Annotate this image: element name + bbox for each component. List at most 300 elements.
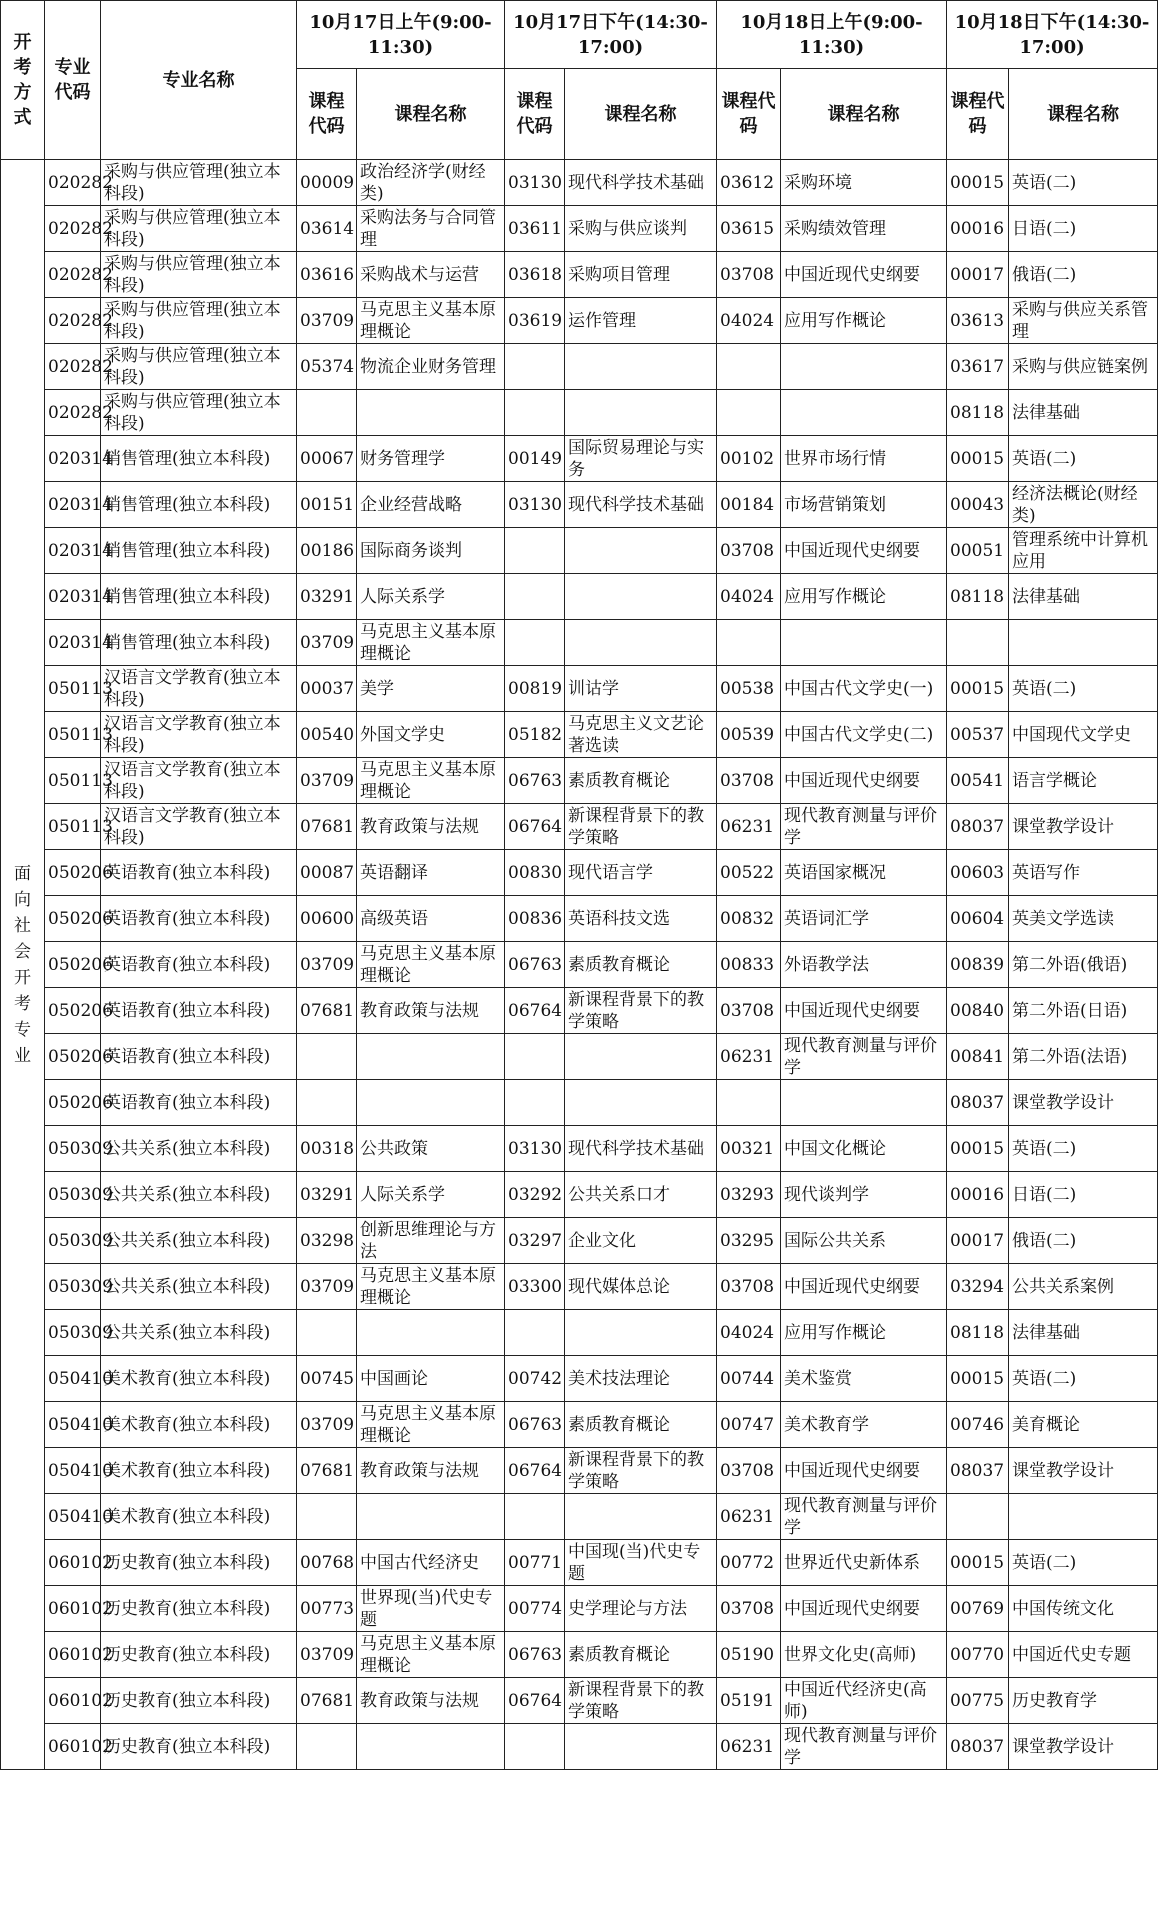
course-name-cell: 英语(二) bbox=[1009, 1356, 1158, 1402]
course-code-cell: 08037 bbox=[947, 804, 1009, 850]
course-name-cell: 中国古代文学史(二) bbox=[781, 712, 947, 758]
course-name-cell: 公共政策 bbox=[357, 1126, 505, 1172]
course-code-cell: 03709 bbox=[297, 298, 357, 344]
major-name-cell: 采购与供应管理(独立本科段) bbox=[101, 252, 297, 298]
major-name-cell: 美术教育(独立本科段) bbox=[101, 1356, 297, 1402]
course-name-cell: 马克思主义基本原理概论 bbox=[357, 1264, 505, 1310]
major-name-cell: 汉语言文学教育(独立本科段) bbox=[101, 804, 297, 850]
course-code-cell: 03616 bbox=[297, 252, 357, 298]
course-name-cell: 美育概论 bbox=[1009, 1402, 1158, 1448]
major-code-cell: 060102 bbox=[45, 1586, 101, 1632]
course-code-cell: 00017 bbox=[947, 1218, 1009, 1264]
major-name-cell: 公共关系(独立本科段) bbox=[101, 1264, 297, 1310]
table-row bbox=[1, 1172, 1158, 1218]
course-code-cell: 03613 bbox=[947, 298, 1009, 344]
course-code-cell: 00015 bbox=[947, 1540, 1009, 1586]
course-name-cell: 运作管理 bbox=[565, 298, 717, 344]
table-row bbox=[1, 988, 1158, 1034]
course-name-cell: 采购法务与合同管理 bbox=[357, 206, 505, 252]
course-name-cell: 马克思主义基本原理概论 bbox=[357, 620, 505, 666]
course-code-cell: 00746 bbox=[947, 1402, 1009, 1448]
course-name-cell: 现代语言学 bbox=[565, 850, 717, 896]
major-code-cell: 020314 bbox=[45, 574, 101, 620]
course-name-cell: 中国近现代史纲要 bbox=[781, 252, 947, 298]
course-name-cell bbox=[781, 620, 947, 666]
table-row bbox=[1, 344, 1158, 390]
course-code-cell: 06763 bbox=[505, 1402, 565, 1448]
major-name-cell: 历史教育(独立本科段) bbox=[101, 1540, 297, 1586]
course-name-cell: 中国文化概论 bbox=[781, 1126, 947, 1172]
course-name-cell: 人际关系学 bbox=[357, 1172, 505, 1218]
table-row bbox=[1, 1494, 1158, 1540]
course-code-cell: 00318 bbox=[297, 1126, 357, 1172]
major-name-cell: 英语教育(独立本科段) bbox=[101, 1080, 297, 1126]
course-name-cell: 美学 bbox=[357, 666, 505, 712]
course-code-cell: 03294 bbox=[947, 1264, 1009, 1310]
header-course-name: 课程名称 bbox=[357, 69, 505, 160]
course-code-cell: 00067 bbox=[297, 436, 357, 482]
major-code-cell: 020314 bbox=[45, 436, 101, 482]
course-name-cell: 法律基础 bbox=[1009, 574, 1158, 620]
course-code-cell: 03709 bbox=[297, 942, 357, 988]
table-body bbox=[1, 160, 1158, 1770]
course-name-cell bbox=[565, 344, 717, 390]
major-name-cell: 汉语言文学教育(独立本科段) bbox=[101, 712, 297, 758]
table-row bbox=[1, 620, 1158, 666]
course-code-cell: 00742 bbox=[505, 1356, 565, 1402]
course-name-cell: 日语(二) bbox=[1009, 1172, 1158, 1218]
course-code-cell bbox=[505, 344, 565, 390]
course-name-cell: 中国画论 bbox=[357, 1356, 505, 1402]
course-name-cell: 课堂教学设计 bbox=[1009, 1724, 1158, 1770]
table-row bbox=[1, 896, 1158, 942]
course-code-cell: 00037 bbox=[297, 666, 357, 712]
course-code-cell: 00017 bbox=[947, 252, 1009, 298]
course-code-cell: 03708 bbox=[717, 252, 781, 298]
course-name-cell: 高级英语 bbox=[357, 896, 505, 942]
table-row bbox=[1, 1724, 1158, 1770]
course-name-cell bbox=[565, 390, 717, 436]
course-code-cell: 00604 bbox=[947, 896, 1009, 942]
course-code-cell: 00833 bbox=[717, 942, 781, 988]
course-code-cell: 03709 bbox=[297, 1264, 357, 1310]
course-name-cell: 法律基础 bbox=[1009, 1310, 1158, 1356]
course-name-cell: 采购战术与运营 bbox=[357, 252, 505, 298]
course-name-cell: 采购与供应链案例 bbox=[1009, 344, 1158, 390]
course-code-cell: 00540 bbox=[297, 712, 357, 758]
course-code-cell bbox=[717, 1080, 781, 1126]
course-code-cell: 06763 bbox=[505, 758, 565, 804]
course-code-cell bbox=[947, 1494, 1009, 1540]
major-name-cell: 历史教育(独立本科段) bbox=[101, 1724, 297, 1770]
major-code-cell: 060102 bbox=[45, 1678, 101, 1724]
course-name-cell: 公共关系案例 bbox=[1009, 1264, 1158, 1310]
course-code-cell: 03709 bbox=[297, 1402, 357, 1448]
table-row bbox=[1, 574, 1158, 620]
course-code-cell: 07681 bbox=[297, 1448, 357, 1494]
major-code-cell: 050410 bbox=[45, 1494, 101, 1540]
major-code-cell: 020282 bbox=[45, 252, 101, 298]
course-name-cell: 新课程背景下的教学策略 bbox=[565, 1678, 717, 1724]
header-major-name: 专业名称 bbox=[101, 1, 297, 160]
major-code-cell: 050113 bbox=[45, 804, 101, 850]
course-name-cell: 美术技法理论 bbox=[565, 1356, 717, 1402]
table-row bbox=[1, 850, 1158, 896]
course-name-cell: 第二外语(日语) bbox=[1009, 988, 1158, 1034]
course-name-cell: 中国近现代史纲要 bbox=[781, 1448, 947, 1494]
major-name-cell: 公共关系(独立本科段) bbox=[101, 1172, 297, 1218]
course-name-cell bbox=[1009, 620, 1158, 666]
course-name-cell: 俄语(二) bbox=[1009, 1218, 1158, 1264]
major-code-cell: 060102 bbox=[45, 1632, 101, 1678]
course-name-cell: 新课程背景下的教学策略 bbox=[565, 1448, 717, 1494]
major-name-cell: 英语教育(独立本科段) bbox=[101, 1034, 297, 1080]
course-name-cell bbox=[565, 1034, 717, 1080]
table-row bbox=[1, 942, 1158, 988]
course-code-cell: 03709 bbox=[297, 620, 357, 666]
major-name-cell: 公共关系(独立本科段) bbox=[101, 1126, 297, 1172]
header-course-code: 课程代码 bbox=[505, 69, 565, 160]
course-name-cell: 英美文学选读 bbox=[1009, 896, 1158, 942]
course-name-cell: 英语翻译 bbox=[357, 850, 505, 896]
course-name-cell: 英语(二) bbox=[1009, 436, 1158, 482]
course-code-cell: 00149 bbox=[505, 436, 565, 482]
course-name-cell: 外语教学法 bbox=[781, 942, 947, 988]
course-code-cell: 06764 bbox=[505, 804, 565, 850]
course-code-cell: 03617 bbox=[947, 344, 1009, 390]
course-name-cell: 世界现(当)代史专题 bbox=[357, 1586, 505, 1632]
course-code-cell: 08118 bbox=[947, 390, 1009, 436]
course-code-cell: 08037 bbox=[947, 1448, 1009, 1494]
course-name-cell: 中国近代史专题 bbox=[1009, 1632, 1158, 1678]
course-code-cell: 00102 bbox=[717, 436, 781, 482]
course-code-cell: 03130 bbox=[505, 160, 565, 206]
course-name-cell: 世界文化史(高师) bbox=[781, 1632, 947, 1678]
table-row bbox=[1, 160, 1158, 206]
course-code-cell: 00009 bbox=[297, 160, 357, 206]
major-code-cell: 050206 bbox=[45, 1080, 101, 1126]
major-name-cell: 销售管理(独立本科段) bbox=[101, 620, 297, 666]
course-name-cell: 中国近现代史纲要 bbox=[781, 528, 947, 574]
course-name-cell bbox=[565, 1310, 717, 1356]
course-name-cell: 新课程背景下的教学策略 bbox=[565, 988, 717, 1034]
major-code-cell: 020314 bbox=[45, 620, 101, 666]
course-code-cell bbox=[717, 344, 781, 390]
course-code-cell: 06231 bbox=[717, 804, 781, 850]
course-name-cell: 英语(二) bbox=[1009, 1540, 1158, 1586]
course-code-cell: 00541 bbox=[947, 758, 1009, 804]
course-code-cell: 06763 bbox=[505, 1632, 565, 1678]
course-name-cell: 应用写作概论 bbox=[781, 298, 947, 344]
course-code-cell bbox=[505, 574, 565, 620]
course-name-cell: 经济法概论(财经类) bbox=[1009, 482, 1158, 528]
major-name-cell: 英语教育(独立本科段) bbox=[101, 942, 297, 988]
major-code-cell: 050309 bbox=[45, 1264, 101, 1310]
major-name-cell: 销售管理(独立本科段) bbox=[101, 482, 297, 528]
major-name-cell: 公共关系(独立本科段) bbox=[101, 1310, 297, 1356]
header-course-name: 课程名称 bbox=[1009, 69, 1158, 160]
major-code-cell: 020282 bbox=[45, 390, 101, 436]
course-name-cell: 素质教育概论 bbox=[565, 1402, 717, 1448]
major-code-cell: 050113 bbox=[45, 758, 101, 804]
course-name-cell: 史学理论与方法 bbox=[565, 1586, 717, 1632]
course-name-cell: 中国近现代史纲要 bbox=[781, 988, 947, 1034]
course-name-cell: 英语国家概况 bbox=[781, 850, 947, 896]
course-code-cell: 03708 bbox=[717, 758, 781, 804]
course-name-cell: 美术教育学 bbox=[781, 1402, 947, 1448]
major-name-cell: 采购与供应管理(独立本科段) bbox=[101, 160, 297, 206]
course-name-cell bbox=[357, 1494, 505, 1540]
table-row bbox=[1, 482, 1158, 528]
table-row bbox=[1, 1632, 1158, 1678]
course-code-cell: 03619 bbox=[505, 298, 565, 344]
major-name-cell: 美术教育(独立本科段) bbox=[101, 1448, 297, 1494]
course-name-cell: 中国现(当)代史专题 bbox=[565, 1540, 717, 1586]
course-code-cell: 08037 bbox=[947, 1080, 1009, 1126]
course-code-cell: 03130 bbox=[505, 482, 565, 528]
course-name-cell: 英语(二) bbox=[1009, 160, 1158, 206]
course-code-cell: 00603 bbox=[947, 850, 1009, 896]
header-session-1: 10月17日上午(9:00-11:30) bbox=[297, 1, 505, 69]
course-code-cell: 03612 bbox=[717, 160, 781, 206]
course-code-cell: 03614 bbox=[297, 206, 357, 252]
major-code-cell: 050309 bbox=[45, 1172, 101, 1218]
course-code-cell: 03291 bbox=[297, 574, 357, 620]
major-code-cell: 050309 bbox=[45, 1218, 101, 1264]
course-code-cell: 00772 bbox=[717, 1540, 781, 1586]
course-name-cell: 世界市场行情 bbox=[781, 436, 947, 482]
course-name-cell bbox=[565, 1080, 717, 1126]
major-code-cell: 020282 bbox=[45, 206, 101, 252]
course-name-cell: 财务管理学 bbox=[357, 436, 505, 482]
course-name-cell bbox=[357, 1310, 505, 1356]
course-name-cell: 采购与供应谈判 bbox=[565, 206, 717, 252]
major-code-cell: 050113 bbox=[45, 712, 101, 758]
course-code-cell: 00537 bbox=[947, 712, 1009, 758]
course-name-cell bbox=[1009, 1494, 1158, 1540]
course-code-cell: 08037 bbox=[947, 1724, 1009, 1770]
major-name-cell: 历史教育(独立本科段) bbox=[101, 1632, 297, 1678]
table-row bbox=[1, 666, 1158, 712]
table-row bbox=[1, 712, 1158, 758]
course-name-cell: 俄语(二) bbox=[1009, 252, 1158, 298]
course-name-cell: 马克思主义文艺论著选读 bbox=[565, 712, 717, 758]
course-code-cell: 05182 bbox=[505, 712, 565, 758]
course-name-cell: 教育政策与法规 bbox=[357, 1678, 505, 1724]
course-code-cell bbox=[505, 1724, 565, 1770]
course-name-cell: 中国近现代史纲要 bbox=[781, 1586, 947, 1632]
table-row bbox=[1, 252, 1158, 298]
course-name-cell bbox=[565, 574, 717, 620]
course-name-cell: 中国近代经济史(高师) bbox=[781, 1678, 947, 1724]
course-code-cell: 00321 bbox=[717, 1126, 781, 1172]
header-course-name: 课程名称 bbox=[565, 69, 717, 160]
major-code-cell: 050206 bbox=[45, 896, 101, 942]
major-name-cell: 美术教育(独立本科段) bbox=[101, 1402, 297, 1448]
course-code-cell: 03709 bbox=[297, 1632, 357, 1678]
course-name-cell bbox=[781, 390, 947, 436]
course-name-cell: 现代科学技术基础 bbox=[565, 1126, 717, 1172]
course-code-cell: 04024 bbox=[717, 574, 781, 620]
course-code-cell: 06763 bbox=[505, 942, 565, 988]
course-code-cell: 03293 bbox=[717, 1172, 781, 1218]
header-course-code: 课程代码 bbox=[717, 69, 781, 160]
table-header bbox=[1, 1, 1158, 160]
course-name-cell: 马克思主义基本原理概论 bbox=[357, 1632, 505, 1678]
course-name-cell bbox=[781, 344, 947, 390]
course-name-cell: 市场营销策划 bbox=[781, 482, 947, 528]
course-name-cell: 中国现代文学史 bbox=[1009, 712, 1158, 758]
table-row bbox=[1, 1126, 1158, 1172]
major-name-cell: 采购与供应管理(独立本科段) bbox=[101, 206, 297, 252]
course-code-cell: 05190 bbox=[717, 1632, 781, 1678]
course-name-cell bbox=[357, 1724, 505, 1770]
course-name-cell: 素质教育概论 bbox=[565, 942, 717, 988]
header-exam-mode: 开考方式 bbox=[1, 1, 45, 160]
course-name-cell: 英语(二) bbox=[1009, 666, 1158, 712]
course-code-cell: 06764 bbox=[505, 1448, 565, 1494]
course-name-cell: 采购环境 bbox=[781, 160, 947, 206]
course-code-cell: 00151 bbox=[297, 482, 357, 528]
course-code-cell: 07681 bbox=[297, 1678, 357, 1724]
major-code-cell: 050410 bbox=[45, 1402, 101, 1448]
course-code-cell: 07681 bbox=[297, 988, 357, 1034]
course-name-cell: 教育政策与法规 bbox=[357, 804, 505, 850]
course-code-cell: 08118 bbox=[947, 574, 1009, 620]
course-code-cell: 03618 bbox=[505, 252, 565, 298]
course-code-cell: 03291 bbox=[297, 1172, 357, 1218]
course-code-cell: 00768 bbox=[297, 1540, 357, 1586]
course-code-cell: 00773 bbox=[297, 1586, 357, 1632]
course-name-cell: 日语(二) bbox=[1009, 206, 1158, 252]
course-code-cell: 00184 bbox=[717, 482, 781, 528]
major-name-cell: 英语教育(独立本科段) bbox=[101, 850, 297, 896]
course-name-cell: 现代媒体总论 bbox=[565, 1264, 717, 1310]
course-name-cell bbox=[565, 1724, 717, 1770]
course-code-cell: 03295 bbox=[717, 1218, 781, 1264]
major-code-cell: 020282 bbox=[45, 160, 101, 206]
course-code-cell: 03615 bbox=[717, 206, 781, 252]
major-name-cell: 英语教育(独立本科段) bbox=[101, 988, 297, 1034]
table-row bbox=[1, 528, 1158, 574]
course-code-cell: 06231 bbox=[717, 1494, 781, 1540]
course-code-cell: 03611 bbox=[505, 206, 565, 252]
course-code-cell: 00015 bbox=[947, 1126, 1009, 1172]
course-name-cell: 英语(二) bbox=[1009, 1126, 1158, 1172]
course-name-cell: 现代谈判学 bbox=[781, 1172, 947, 1218]
course-code-cell: 00087 bbox=[297, 850, 357, 896]
course-name-cell: 政治经济学(财经类) bbox=[357, 160, 505, 206]
header-major-code: 专业代码 bbox=[45, 1, 101, 160]
course-name-cell: 现代教育测量与评价学 bbox=[781, 1724, 947, 1770]
course-code-cell: 00819 bbox=[505, 666, 565, 712]
major-code-cell: 050309 bbox=[45, 1310, 101, 1356]
course-name-cell: 企业经营战略 bbox=[357, 482, 505, 528]
course-code-cell: 03708 bbox=[717, 1448, 781, 1494]
course-code-cell: 00186 bbox=[297, 528, 357, 574]
major-code-cell: 050206 bbox=[45, 942, 101, 988]
course-code-cell bbox=[505, 1494, 565, 1540]
course-name-cell bbox=[357, 1034, 505, 1080]
course-name-cell: 人际关系学 bbox=[357, 574, 505, 620]
major-name-cell: 销售管理(独立本科段) bbox=[101, 574, 297, 620]
major-name-cell: 历史教育(独立本科段) bbox=[101, 1678, 297, 1724]
course-code-cell: 03708 bbox=[717, 528, 781, 574]
course-code-cell: 00770 bbox=[947, 1632, 1009, 1678]
major-name-cell: 美术教育(独立本科段) bbox=[101, 1494, 297, 1540]
course-name-cell: 国际商务谈判 bbox=[357, 528, 505, 574]
major-name-cell: 采购与供应管理(独立本科段) bbox=[101, 390, 297, 436]
course-code-cell bbox=[505, 1080, 565, 1126]
course-name-cell: 马克思主义基本原理概论 bbox=[357, 758, 505, 804]
course-name-cell: 世界近代史新体系 bbox=[781, 1540, 947, 1586]
table-row bbox=[1, 436, 1158, 482]
course-name-cell: 采购与供应关系管理 bbox=[1009, 298, 1158, 344]
major-name-cell: 销售管理(独立本科段) bbox=[101, 528, 297, 574]
course-code-cell bbox=[505, 1310, 565, 1356]
course-code-cell: 03292 bbox=[505, 1172, 565, 1218]
course-code-cell: 00836 bbox=[505, 896, 565, 942]
major-code-cell: 020314 bbox=[45, 528, 101, 574]
course-code-cell: 00522 bbox=[717, 850, 781, 896]
course-code-cell bbox=[947, 620, 1009, 666]
course-name-cell: 中国近现代史纲要 bbox=[781, 758, 947, 804]
course-name-cell: 素质教育概论 bbox=[565, 758, 717, 804]
course-code-cell: 06231 bbox=[717, 1724, 781, 1770]
header-course-code: 课程代码 bbox=[297, 69, 357, 160]
course-name-cell: 马克思主义基本原理概论 bbox=[357, 298, 505, 344]
course-code-cell bbox=[297, 1080, 357, 1126]
course-name-cell: 公共关系口才 bbox=[565, 1172, 717, 1218]
course-name-cell: 新课程背景下的教学策略 bbox=[565, 804, 717, 850]
course-name-cell: 中国近现代史纲要 bbox=[781, 1264, 947, 1310]
major-name-cell: 汉语言文学教育(独立本科段) bbox=[101, 758, 297, 804]
table-row bbox=[1, 1356, 1158, 1402]
table-row bbox=[1, 1586, 1158, 1632]
course-name-cell: 课堂教学设计 bbox=[1009, 804, 1158, 850]
course-code-cell: 00051 bbox=[947, 528, 1009, 574]
course-code-cell bbox=[717, 390, 781, 436]
course-name-cell: 素质教育概论 bbox=[565, 1632, 717, 1678]
course-name-cell: 课堂教学设计 bbox=[1009, 1448, 1158, 1494]
course-name-cell: 课堂教学设计 bbox=[1009, 1080, 1158, 1126]
course-name-cell: 训诂学 bbox=[565, 666, 717, 712]
course-name-cell: 采购项目管理 bbox=[565, 252, 717, 298]
header-session-2: 10月17日下午(14:30-17:00) bbox=[505, 1, 717, 69]
course-code-cell: 00015 bbox=[947, 436, 1009, 482]
course-name-cell: 国际公共关系 bbox=[781, 1218, 947, 1264]
course-code-cell: 00832 bbox=[717, 896, 781, 942]
course-code-cell bbox=[505, 528, 565, 574]
course-name-cell: 法律基础 bbox=[1009, 390, 1158, 436]
table-row bbox=[1, 1402, 1158, 1448]
course-code-cell: 07681 bbox=[297, 804, 357, 850]
course-name-cell: 创新思维理论与方法 bbox=[357, 1218, 505, 1264]
course-name-cell bbox=[565, 1494, 717, 1540]
table-row bbox=[1, 1034, 1158, 1080]
course-code-cell: 00043 bbox=[947, 482, 1009, 528]
course-code-cell: 00539 bbox=[717, 712, 781, 758]
course-code-cell: 00771 bbox=[505, 1540, 565, 1586]
course-code-cell bbox=[297, 1034, 357, 1080]
course-code-cell: 00015 bbox=[947, 666, 1009, 712]
course-code-cell: 03709 bbox=[297, 758, 357, 804]
table-row bbox=[1, 804, 1158, 850]
table-row bbox=[1, 758, 1158, 804]
course-code-cell bbox=[717, 620, 781, 666]
course-code-cell bbox=[505, 390, 565, 436]
course-name-cell: 现代科学技术基础 bbox=[565, 160, 717, 206]
